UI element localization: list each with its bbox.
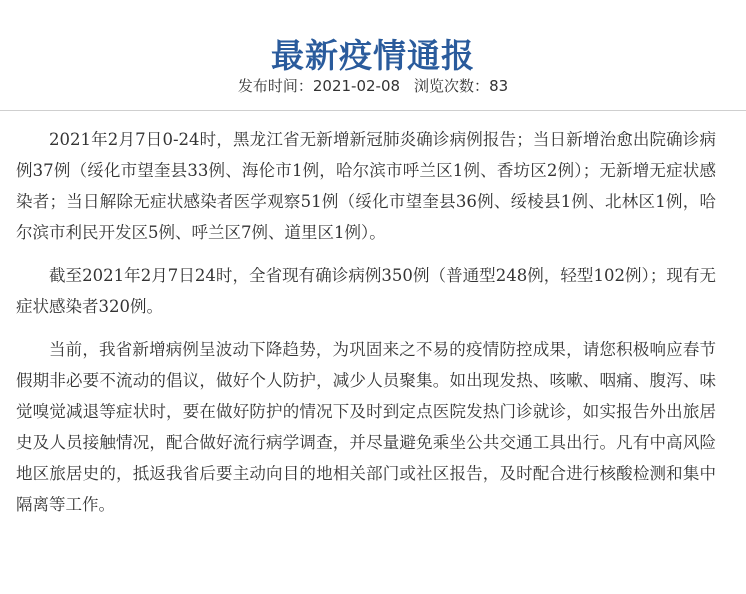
publish-date: 2021-02-08 — [312, 77, 401, 95]
publish-label: 发布时间： — [237, 77, 313, 95]
article-body — [16, 124, 716, 532]
page-title: 最新疫情通报 — [271, 36, 475, 76]
paragraph-advisory: 当前，我省新增病例呈波动下降趋势，为巩固来之不易的疫情防控成果，请您积极响应春节假期非必要不流动的倡议，做好个人防护，减少人员聚集。如出现发热、咳嗽、咽痛、腹泻、味觉嗅觉减退等症状时，要在做好防护的情况下及时到定点医院发热门诊就诊，如实报告外出旅居史及人员接触情况，配合做好流行病学调查，并尽量避免乘坐公共交通工具出行。凡有中高风险地区旅居史的，抵返我省后要主动向目的地相关部门或社区报告，及时配合进行核酸检测和集中隔离等工作。 — [16, 340, 716, 514]
header-divider — [0, 110, 746, 111]
paragraph-cumulative: 截至2021年2月7日24时，全省现有确诊病例350例（普通型248例，轻型102例）；现有无症状感染者320例。 — [16, 266, 716, 316]
article-meta — [0, 73, 746, 99]
paragraph-daily-report: 2021年2月7日0-24时，黑龙江省无新增新冠肺炎确诊病例报告；当日新增治愈出院确诊病例37例（绥化市望奎县33例、海伦市1例，哈尔滨市呼兰区1例、香坊区2例）；无新增无症状感染者；当日解除无症状感染者医学观察51例（绥化市望奎县36例、绥棱县1例、北林区1例，哈尔滨市利民开发区5例、呼兰区7例、道里区1例）。 — [16, 130, 716, 242]
views-count: 83 — [489, 77, 509, 95]
views-label: 浏览次数： — [414, 77, 490, 95]
